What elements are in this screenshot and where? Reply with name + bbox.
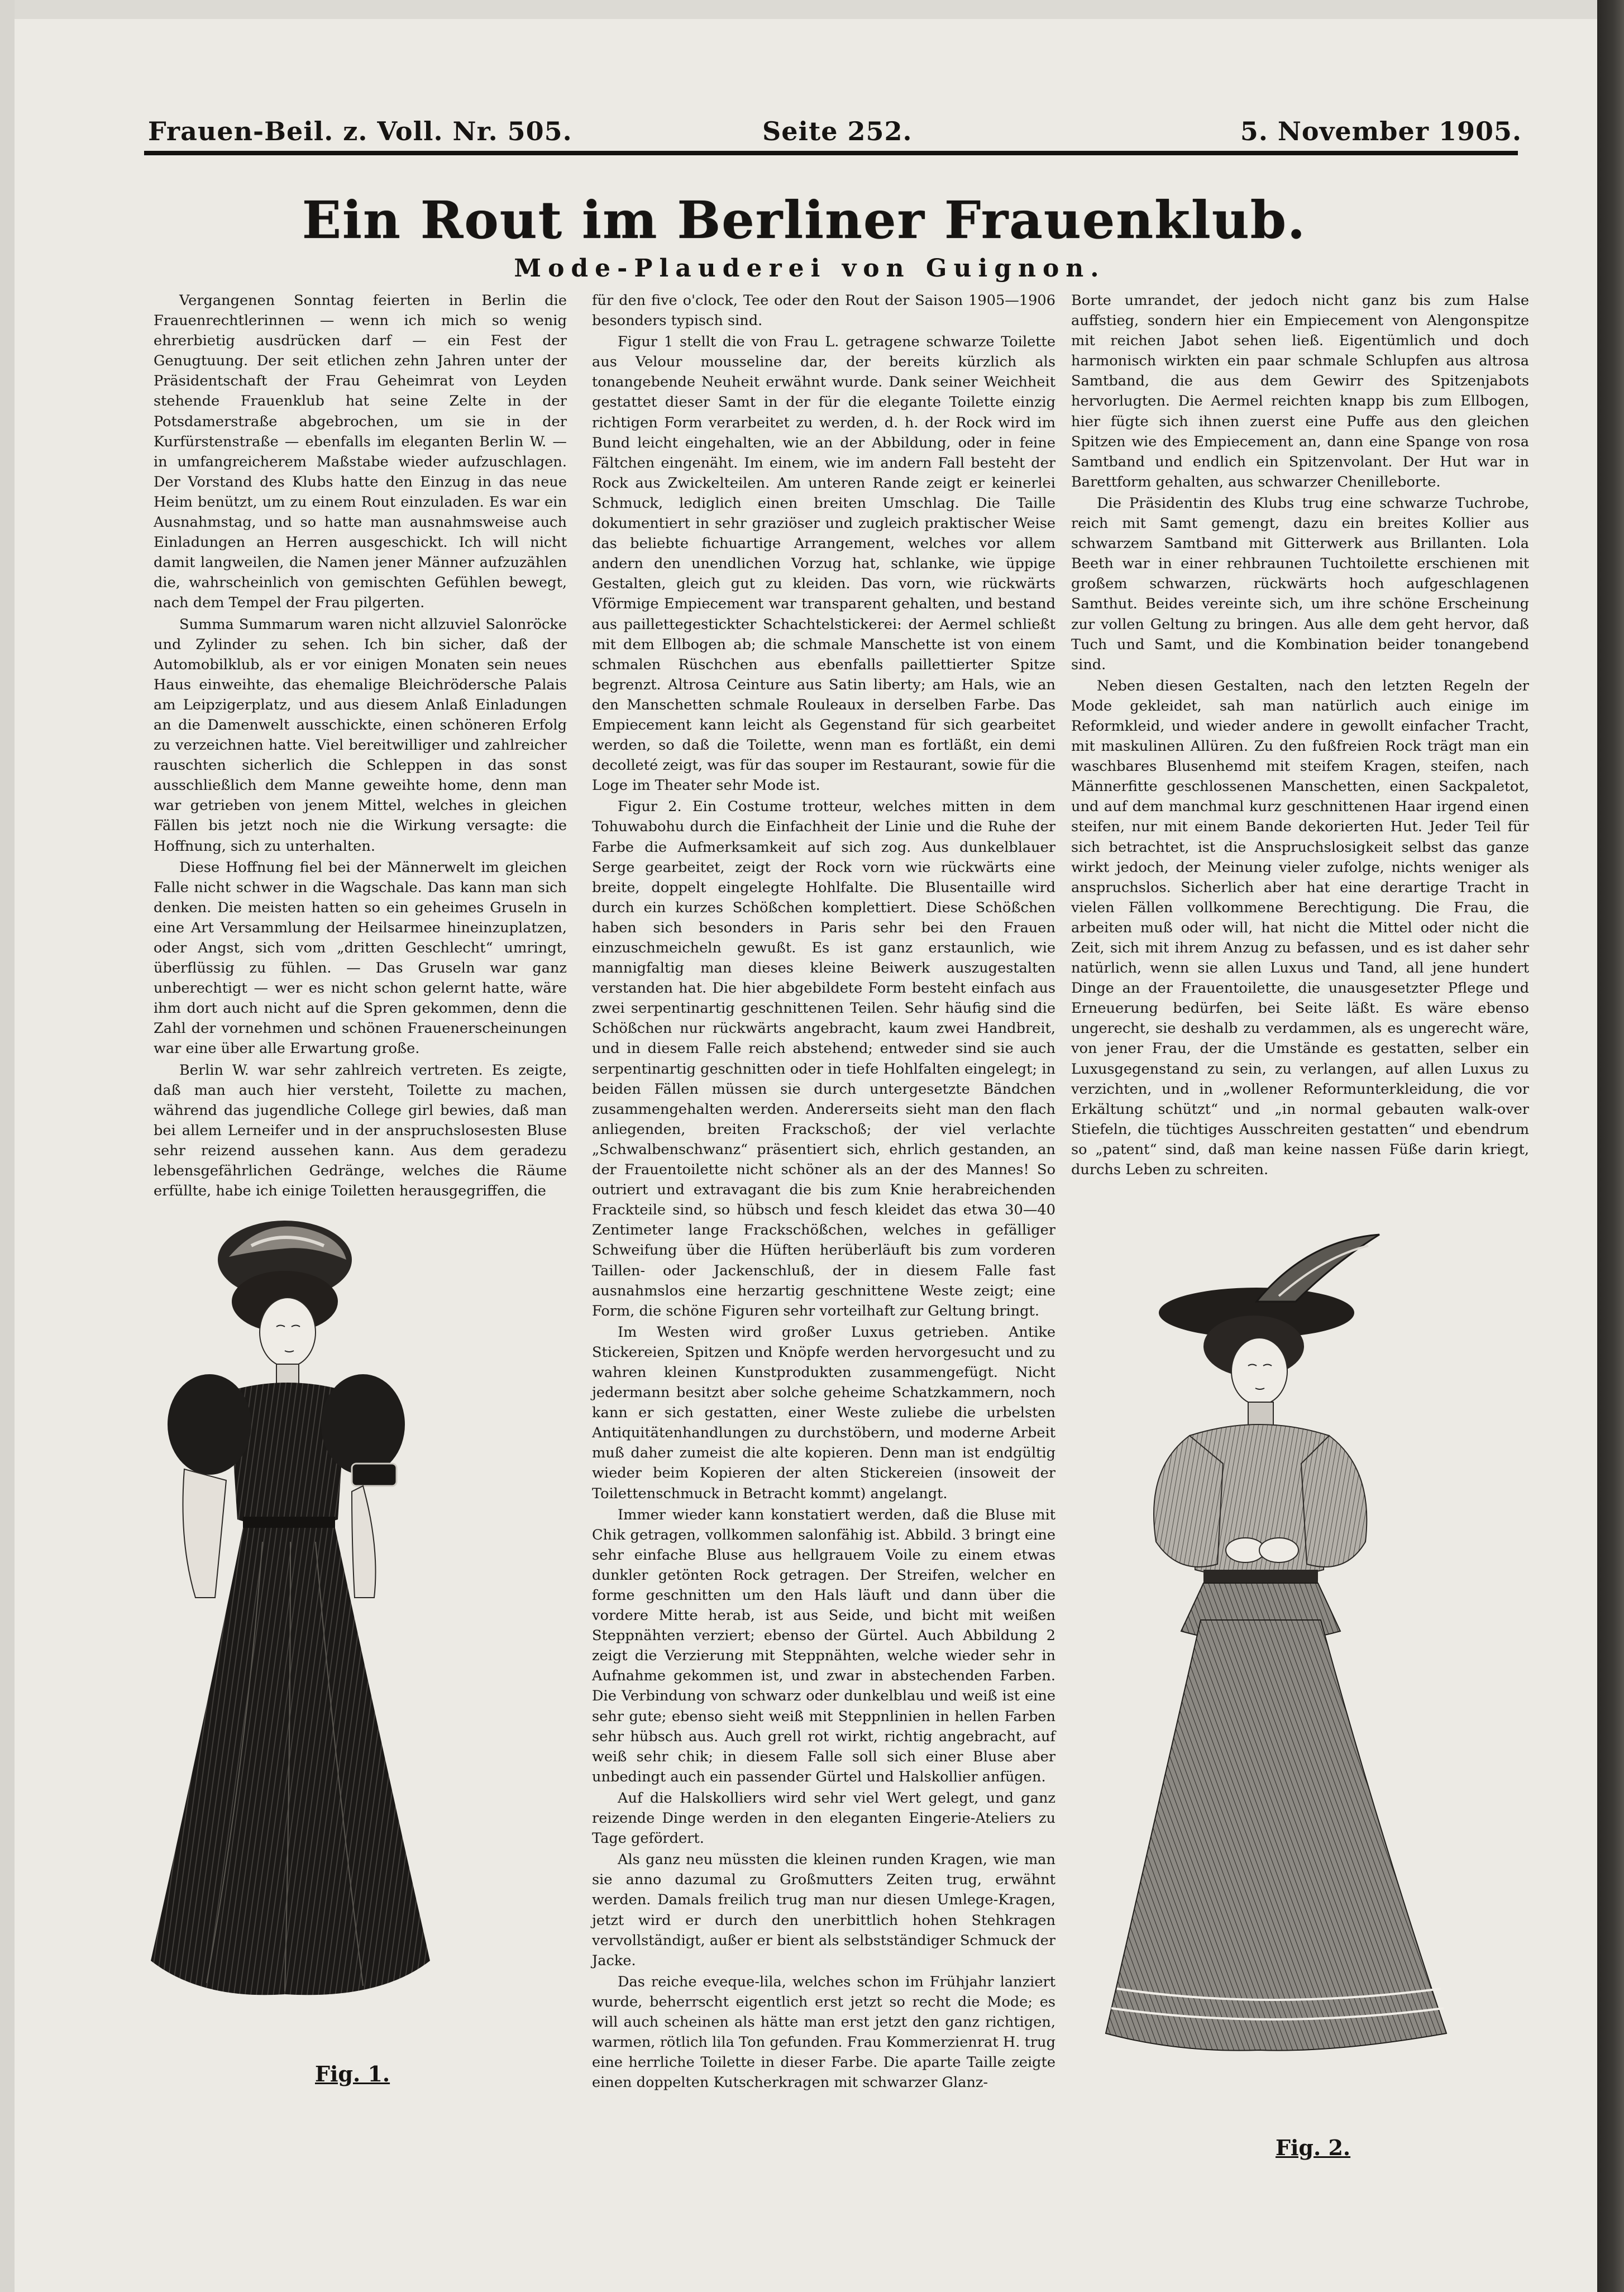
paragraph: Figur 1 stellt die von Frau L. getragene schwarze Toilette aus Velour mousseline dar, der bereits kürzlich als tonangebende Neuheit erwähnt wurde. Dank seiner Weichheit gestattet dieser Samt in der für die elegante Toilette einzig richtigen Form verarbeitet zu werden, d. h. der Rock wird im Bund leicht eingehalten, wie an der Abbildung, oder in feine Fältchen eingenäht. Im einem, wie im andern Fall besteht der Rock aus Zwickelteilen. Am unteren Rande zeigt er keinerlei Schmuck, lediglich einen breiten Umschlag. Die Taille dokumentiert in sehr graziöser und zugleich praktischer Weise das beliebte fichuartige Arrangement, welches vor allem andern den unendlichen Vorzug hat, schlanke, wie üppige Gestalten, gleich gut zu kleiden. Das vorn, wie rückwärts Vförmige Empiecement war transparent gehalten, und bestand aus paillettegestickter Schachtelstickerei: der Aermel schließt mit dem Ellbogen ab; die schmale Manschette ist von einem schmalen Rüschchen aus ebenfalls paillettierter Spitze begrenzt. Altrosa Ceinture aus Satin liberty; am Hals, wie an den Manschetten schmale Rouleaux in derselben Farbe. Das Empiecement kann leicht als Gegenstand für sich gearbeitet werden, so daß die Toilette, wenn man es fortläßt, ein demi decolleté zeigt, was für das souper im Restaurant, sowie für die Loge im Theater sehr Mode ist. bbox=[592, 333, 1055, 794]
paragraph: Im Westen wird großer Luxus getrieben. Antike Stickereien, Spitzen und Knöpfe werden hervorgesucht und zu wahren kleinen Kunstprodukten zusammengefügt. Nicht jedermann besitzt aber solche geheime Schatzkammern, noch kann er sich gestatten, einer Weste zuliebe die urbelsten Antiquitätenhandlungen zu durchstöbern, und moderne Arbeit muß daher zumeist die alte kopieren. Denn man ist endgültig wieder beim Kopieren der alten Stickereien (insoweit der Toilettenschmuck in Betracht kommt) angelangt. bbox=[592, 1323, 1055, 1502]
fashion-illustration-black-gown-icon bbox=[117, 1207, 475, 2011]
scan-left-edge bbox=[0, 0, 15, 2292]
scan-right-margin bbox=[1597, 0, 1624, 2292]
figure-1-caption: Fig. 1. bbox=[315, 2061, 390, 2086]
article-subtitle: Mode-Plauderei von Guignon. bbox=[514, 254, 1106, 283]
paragraph: Figur 2. Ein Costume trotteur, welches mitten in dem Tohuwabohu durch die Einfachheit der Linie und die Ruhe der Farbe die Aufmerksamkeit auf sich zog. Aus dunkelblauer Serge gearbeitet, zeigt der Rock vorn wie rückwärts eine breite, doppelt eingelegte Hohlfalte. Die Blusentaille wird durch ein kurzes Schößchen komplettiert. Diese Schößchen haben sich besonders in Paris sehr bei den Frauen einzuschmeicheln gewußt. Es ist ganz erstaunlich, wie mannigfaltig man dieses kleine Beiwerk auszugestalten verstanden hat. Die hier abgebildete Form besteht einfach aus zwei serpentinartig geschnittenen Teilen. Sehr häufig sind die Schößchen nur rückwärts angebracht, kaum zwei Handbreit, und in diesem Falle reich abstehend; entweder sind sie auch serpentinartig geschnitten oder in tiefe Hohlfalten eingelegt; in beiden Fällen müssen sie durch untergesetzte Bändchen zusammengehalten werden. Andererseits sieht man den flach anliegenden, breiten Frackschoß; der viel verlachte „Schwalbenschwanz“ präsentiert sich, ehrlich gestanden, an der Frauentoilette nicht schöner als an der des Mannes! So outriert und extravagant die bis zum Knie herabreichenden Frackteile sind, so hübsch und fesch kleidet das etwa 30—40 Zentimeter lange Frackschößchen, welches in gefälliger Schweifung über die Hüften herüberläuft bis zum vorderen Taillen- oder Jackenschluß, der in diesem Falle fast ausnahmslos eine herzartig geschnittene Weste zeigt; eine Form, die schöne Figuren sehr vorteilhaft zur Geltung bringt. bbox=[592, 798, 1055, 1319]
paragraph: Das reiche eveque-lila, welches schon im Frühjahr lanziert wurde, beherrscht eigentlich erst jetzt so recht die Mode; es will auch scheinen als hätte man erst jetzt den ganz richtigen, warmen, rötlich lila Ton gefunden. Frau Kommerzienrat H. trug eine herrliche Toilette in dieser Farbe. Die aparte Taille zeigte einen doppelten Kutscherkragen mit schwarzer Glanz- bbox=[592, 1973, 1055, 2091]
paragraph: Diese Hoffnung fiel bei der Männerwelt im gleichen Falle nicht schwer in die Wagschale. Das kann man sich denken. Die meisten hatten so ein geheimes Gruseln in eine Art Versammlung der Heilsarmee hineinzuplatzen, oder Angst, sich vom „dritten Geschlecht“ umringt, überflüssig zu fühlen. — Das Gruseln war ganz unberechtigt — wer es nicht schon gelernt hatte, wäre ihm dort auch nicht auf die Spren gekommen, denn die Zahl der vornehmen und schönen Frauenerscheinungen war eine über alle Erwartung große. bbox=[154, 859, 567, 1057]
paragraph: Neben diesen Gestalten, nach den letzten Regeln der Mode gekleidet, sah man natürlich auch einige im Reformkleid, und wieder andere in gewollt einfacher Tracht, mit maskulinen Allüren. Zu den fußfreien Rock trägt man ein waschbares Blusenhemd mit steifem Kragen, steifen, nach Männerfitte geschlossenen Manschetten, einen Sackpaletot, und auf dem manchmal kurz geschnittenen Haar irgend einen steifen, nur mit einem Bande dekorierten Hut. Jeder Teil für sich betrachtet, ist die Anspruchslosigkeit selbst das ganze wirkt jedoch, der Meinung vieler zufolge, nichts weniger als anspruchslos. Sicherlich aber hat eine derartige Tracht in vielen Fällen vollkommene Berechtigung. Die Frau, die arbeiten muß oder will, hat nicht die Mittel oder nicht die Zeit, sich mit ihrem Anzug zu befassen, und es ist daher sehr natürlich, wenn sie allen Luxus und Tand, all jene hundert Dinge an der Frauentoilette, die unausgesetzter Pflege und Erneuerung bedürfen, bei Seite läßt. Es wäre ebenso ungerecht, sie deshalb zu verdammen, als es ungerecht wäre, von jener Frau, der die Umstände es gestatten, selber ein Luxusgegenstand zu sein, zu verlangen, auf allen Luxus zu verzichten, und in „wollener Reformunterkleidung, die vor Erkältung schützt“ und „in normal gebauten walk-over Stiefeln, die tüchtiges Ausschreiten gestatten“ und ebendrum so „patent“ sind, daß man keine nassen Füße darin kriegt, durchs Leben zu schreiten. bbox=[1071, 677, 1529, 1179]
header-publication: Frauen-Beil. z. Voll. Nr. 505. bbox=[148, 116, 572, 146]
header-rule bbox=[144, 151, 1518, 155]
text-column-3 bbox=[1071, 290, 1529, 1184]
running-header bbox=[148, 112, 1522, 150]
paragraph: Als ganz neu müssten die kleinen runden Kragen, wie man sie anno dazumal zu Großmutters Zeiten trug, erwähnt werden. Damals freilich trug man nur diesen Umlege-Kragen, jetzt wird er durch den unerbittlich hohen Stehkragen vervollständigt, außer er bient als selbstständiger Schmuck der Jacke. bbox=[592, 1851, 1055, 1969]
scan-top-edge bbox=[0, 0, 1597, 19]
fashion-illustration-costume-trotteur-icon bbox=[1111, 1229, 1513, 2056]
paragraph: für den five o'clock, Tee oder den Rout der Saison 1905—1906 besonders typisch sind. bbox=[592, 292, 1055, 330]
figure-2-caption: Fig. 2. bbox=[1276, 2135, 1351, 2160]
paragraph: Die Präsidentin des Klubs trug eine schwarze Tuchrobe, reich mit Samt gemengt, dazu ein breites Kollier aus schwarzem Samtband mit Gitterwerk aus Brillanten. Lola Beeth war in einer rehbraunen Tuchtoilette erschienen mit großem schwarzen, rückwärts hoch aufgeschlagenen Samthut. Beides vereinte sich, um ihre schöne Erscheinung zur vollen Geltung zu bringen. Aus alle dem geht hervor, daß Tuch und Samt, und die Kombination beider tonangebend sind. bbox=[1071, 494, 1529, 673]
paragraph: Auf die Halskolliers wird sehr viel Wert gelegt, und ganz reizende Dinge werden in den eleganten Eingerie-Ateliers zu Tage gefördert. bbox=[592, 1789, 1055, 1847]
text-column-1 bbox=[154, 290, 567, 1200]
article-title: Ein Rout im Berliner Frauenklub. bbox=[302, 190, 1307, 250]
paragraph: Immer wieder kann konstatiert werden, daß die Bluse mit Chik getragen, vollkommen salonfähig ist. Abbild. 3 bringt eine sehr einfache Bluse aus hellgrauem Voile zu einem etwas dunkler getönten Rock getragen. Der Streifen, welcher en forme geschnitten um den Hals läuft und dann über die vordere Mitte herab, ist aus Seide, und bicht mit weißen Steppnähten verziert; ebenso der Gürtel. Auch Abbildung 2 zeigt die Verzierung mit Steppnähten, welche wieder sehr in Aufnahme gekommen ist, und zwar in abstechenden Farben. Die Verbindung von schwarz oder dunkelblau und weiß ist eine sehr gute; ebenso sieht weiß mit Steppnlinien in hellen Farben sehr hübsch aus. Auch grell rot wirkt, richtig angebracht, auf weiß sehr chik; in diesem Falle soll sich einer Bluse aber unbedingt auch ein passender Gürtel und Halskollier anfügen. bbox=[592, 1506, 1055, 1785]
paragraph: Vergangenen Sonntag feierten in Berlin die Frauenrechtlerinnen — wenn ich mich so wenig ehrerbietig ausdrücken darf — ein Fest der Genugtuung. Der seit etlichen zehn Jahren unter der Präsidentschaft der Frau Geheimrat von Leyden stehende Frauenklub hat seine Zelte in der Potsdamerstraße abgebrochen, um sie in der Kurfürstenstraße — ebenfalls im eleganten Berlin W. — in umfangreicherem Maßstabe wieder aufzuschlagen. Der Vorstand des Klubs hatte den Einzug in das neue Heim benützt, um zu einem Rout einzuladen. Es war ein Ausnahmstag, und so hatte man ausnahmsweise auch Einladungen an Herren ausgeschickt. Ich will nicht damit langweilen, die Namen jener Männer aufzuzählen die, wahrscheinlich von gemischten Gefühlen bewegt, nach dem Tempel der Frau pilgerten. bbox=[154, 292, 567, 612]
paragraph: Borte umrandet, der jedoch nicht ganz bis zum Halse auffstieg, sondern hier ein Empiecement von Alengonspitze mit reichen Jabot sehen ließ. Eigentümlich und doch harmonisch wirkten ein paar schmale Schlupfen aus altrosa Samtband, die aus dem Gewirr des Spitzenjabots hervorlugten. Die Aermel reichten knapp bis zum Ellbogen, hier fügte sich ihnen zuerst eine Puffe aus den gleichen Spitzen wie des Empiecement an, dann eine Spange von rosa Samtband und endlich ein Spitzenvolant. Der Hut war in Barettform gehalten, aus schwarzer Chenilleborte. bbox=[1071, 292, 1529, 490]
text-column-2 bbox=[592, 290, 1055, 2167]
header-date: 5. November 1905. bbox=[1240, 116, 1522, 146]
header-page-number: Seite 252. bbox=[762, 116, 913, 146]
paragraph: Summa Summarum waren nicht allzuviel Salonröcke und Zylinder zu sehen. Ich bin sicher, daß der Automobilklub, als er vor einigen Monaten sein neues Haus einweihte, das ehemalige Bleichrödersche Palais am Leipzigerplatz, und aus diesem Anlaß Einladungen an die Damenwelt ausschickte, einen schöneren Erfolg zu verzeichnen hatte. Viel bereitwilliger und zahlreicher rauschten sicherlich die Schleppen in das sonst ausschließlich dem Manne geweihte home, denn man war getrieben von jenem Mittel, welches in gleichen Fällen bis jetzt noch nie die Wirkung versagte: die Hoffnung, sich zu unterhalten. bbox=[154, 616, 567, 855]
paragraph: Berlin W. war sehr zahlreich vertreten. Es zeigte, daß man auch hier versteht, Toilette zu machen, während das jugendliche College girl bewies, daß man bei allem Lerneifer und in der anspruchslosesten Bluse sehr reizend aussehen kann. Aus dem geradezu lebensgefährlichen Gedränge, welches die Räume erfüllte, habe ich einige Toiletten herausgegriffen, die bbox=[154, 1061, 567, 1200]
